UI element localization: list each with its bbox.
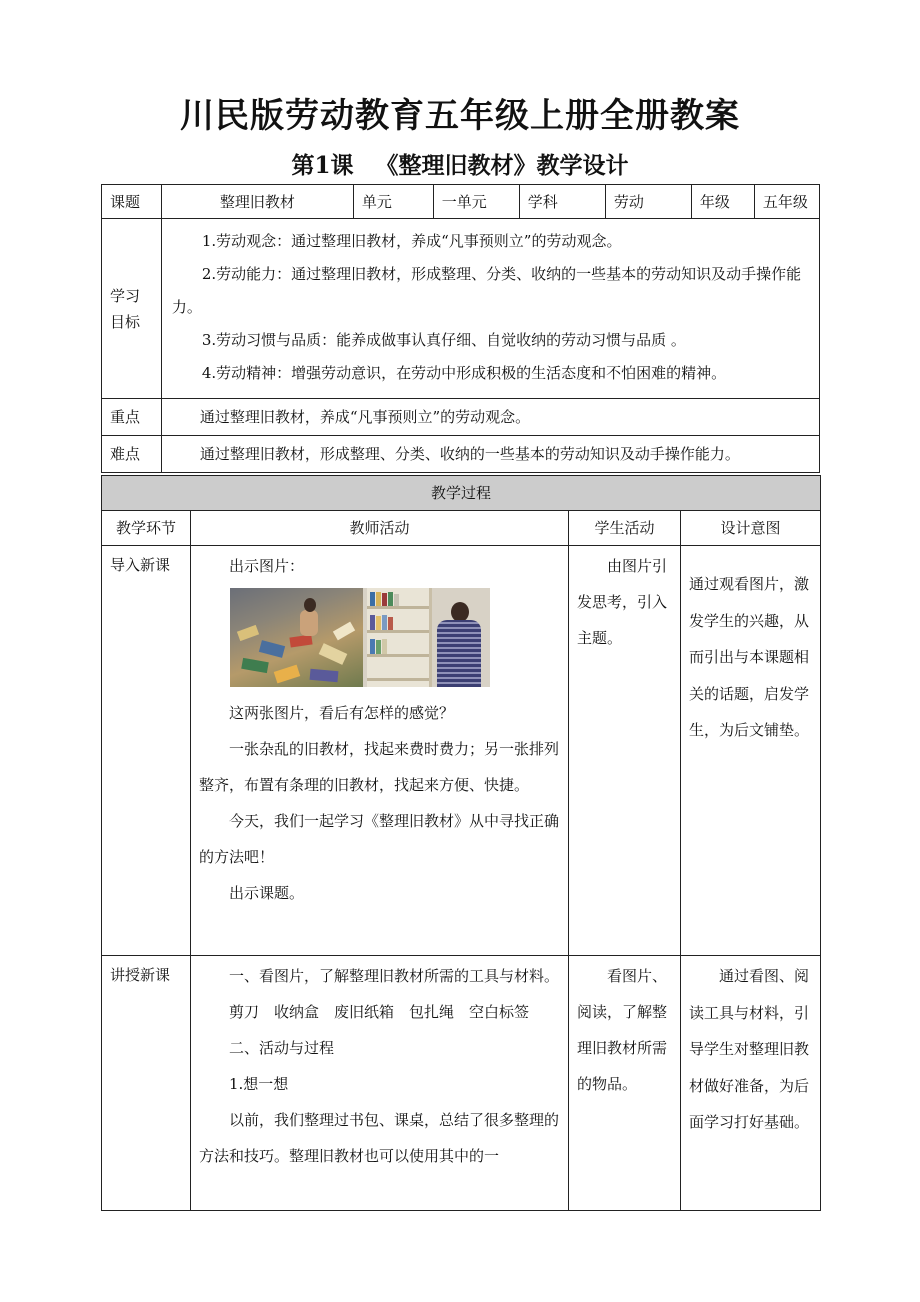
document-title: 川民版劳动教育五年级上册全册教案 <box>180 96 740 136</box>
difficulty-paragraph: 通过整理旧教材，形成整理、分类、收纳的一些基本的劳动知识及动手操作能力。 <box>199 444 740 463</box>
objective-item: 4.劳动精神：增强劳动意识，在劳动中形成积极的生活态度和不怕困难的精神。 <box>201 364 727 382</box>
teacher-line: 二、活动与过程 <box>229 1039 335 1057</box>
subject-value: 劳动 <box>605 185 691 219</box>
lecture-student-activity <box>569 956 681 1211</box>
intro-design-intent <box>681 546 821 956</box>
intro-student-text: 由图片引发思考，引入主题。 <box>577 557 668 647</box>
teacher-line: 1.想一想 <box>229 1075 289 1093</box>
intro-photo <box>230 588 490 687</box>
objective-item: 1.劳动观念：通过整理旧教材，养成“凡事预则立”的劳动观念。 <box>201 232 622 250</box>
intro-row <box>102 546 821 956</box>
subject-label: 学科 <box>519 185 605 219</box>
teacher-line: 一张杂乱的旧教材，找起来费时费力；另一张排列整齐，布置有条理的旧教材，找起来方便、快捷。 <box>199 740 560 794</box>
intro-design-text: 通过观看图片，激发学生的兴趣，从而引出与本课题相关的话题，启发学生，为后文铺垫。 <box>689 575 810 739</box>
objective-item: 3.劳动习惯与品质：能养成做事认真仔细、自觉收纳的劳动习惯与品质 。 <box>201 331 686 349</box>
teacher-line: 今天，我们一起学习《整理旧教材》从中寻找正确的方法吧！ <box>199 812 560 866</box>
teacher-line: 一、看图片，了解整理旧教材所需的工具与材料。 <box>229 967 560 985</box>
intro-student-activity <box>569 546 681 956</box>
objectives-label-line2: 目标 <box>110 312 141 331</box>
key-point-label: 重点 <box>102 399 162 436</box>
lesson-title: 《整理旧教材》教学设计 <box>375 152 629 179</box>
teacher-line: 出示课题。 <box>229 884 305 902</box>
col-stage-header: 教学环节 <box>102 511 191 546</box>
difficulty-text <box>161 436 819 473</box>
show-image-text: 出示图片： <box>229 557 305 575</box>
teaching-process-table <box>101 475 821 1211</box>
teacher-line: 这两张图片，看后有怎样的感觉？ <box>229 704 455 722</box>
teacher-line: 以前，我们整理过书包、课桌，总结了很多整理的方法和技巧。整理旧教材也可以使用其中的一 <box>199 1111 560 1165</box>
unit-label: 单元 <box>353 185 433 219</box>
topic-label: 课题 <box>102 185 162 219</box>
objectives-label-line1: 学习 <box>110 286 141 305</box>
lecture-row <box>102 956 821 1211</box>
lecture-teacher-activity <box>191 956 569 1211</box>
objectives-content <box>161 219 819 399</box>
lecture-stage: 讲授新课 <box>102 956 191 1211</box>
lesson-subtitle <box>0 147 920 180</box>
teacher-line: 剪刀 收纳盒 废旧纸箱 包扎绳 空白标签 <box>229 1003 530 1021</box>
tidy-bookshelf-image <box>363 588 490 687</box>
messy-books-image <box>230 588 363 687</box>
grade-label: 年级 <box>691 185 754 219</box>
col-student-header: 学生活动 <box>569 511 681 546</box>
col-design-header: 设计意图 <box>681 511 821 546</box>
topic-value: 整理旧教材 <box>161 185 353 219</box>
process-heading: 教学过程 <box>102 476 821 511</box>
lesson-info-table <box>101 184 820 473</box>
key-point-paragraph: 通过整理旧教材，养成“凡事预则立”的劳动观念。 <box>199 407 531 426</box>
lecture-student-text: 看图片、阅读，了解整理旧教材所需的物品。 <box>577 967 668 1093</box>
lecture-design-text: 通过看图、阅读工具与材料，引导学生对整理旧教材做好准备，为后面学习打好基础。 <box>689 967 810 1131</box>
unit-value: 一单元 <box>433 185 519 219</box>
intro-teacher-activity <box>191 546 569 956</box>
key-point-text <box>161 399 819 436</box>
col-teacher-header: 教师活动 <box>191 511 569 546</box>
difficulty-label: 难点 <box>102 436 162 473</box>
intro-stage: 导入新课 <box>102 546 191 956</box>
grade-value: 五年级 <box>754 185 819 219</box>
lesson-number: 第1课 <box>291 152 354 179</box>
objective-item: 2.劳动能力：通过整理旧教材，形成整理、分类、收纳的一些基本的劳动知识及动手操作能力。 <box>171 265 802 316</box>
lecture-design-intent <box>681 956 821 1211</box>
objectives-label <box>102 219 162 399</box>
